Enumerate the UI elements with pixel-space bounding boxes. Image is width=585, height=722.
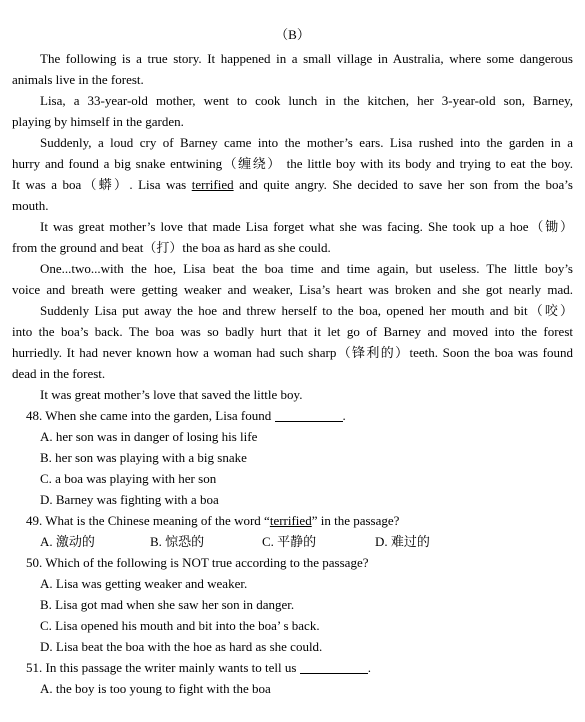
passage-line (12, 174, 573, 195)
passage-line: Lisa, a 33-year-old mother, went to cook lunch in the kitchen, her 3-year-old son, Barney, (40, 93, 573, 108)
passage-line: mouth. (12, 198, 49, 213)
question-49-stem (26, 510, 573, 531)
passage-line: One...two...with the hoe, Lisa beat the boa time and time again, but useless. The little boy’s (40, 261, 573, 276)
passage-line: Suddenly, a loud cry of Barney came into the mother’s ears. Lisa rushed into the garden in a (40, 135, 573, 150)
question-48-option-b: B. her son was playing with a big snake (40, 450, 247, 465)
passage-line: dead in the forest. (12, 366, 106, 381)
passage-line: hurry and found a big snake entwining（缠绕） the little boy with its body and trying to eat the boy. (12, 156, 573, 171)
question-50-option-d: D. Lisa beat the boa with the hoe as hard as she could. (40, 639, 323, 654)
question-text: 49. What is the Chinese meaning of the word “ (26, 513, 270, 528)
underlined-word: terrified (269, 513, 312, 528)
question-50-option-a: A. Lisa was getting weaker and weaker. (40, 576, 248, 591)
passage-line: from the ground and beat（打）the boa as hard as she could. (12, 240, 331, 255)
question-51-option-a: A. the boy is too young to fight with the boa (40, 681, 271, 696)
question-51-stem (26, 657, 573, 678)
passage-line: animals live in the forest. (12, 72, 144, 87)
passage-line: hurriedly. It had never known how a woman had such sharp（锋利的）teeth. Soon the boa was found (12, 345, 573, 360)
question-50-option-c: C. Lisa opened his mouth and bit into the boa’ s back. (40, 618, 320, 633)
underlined-word: terrified (191, 177, 234, 192)
question-49-option-a: A. 激动的 (40, 534, 95, 549)
passage-text: and quite angry. She decided to save her son from the boa’s (233, 177, 573, 192)
question-50-stem: 50. Which of the following is NOT true according to the passage? (26, 555, 369, 570)
passage-line: into the boa’s back. The boa was so badly hurt that it let go of Barney and moved into the forest (12, 324, 573, 339)
answer-blank (275, 407, 343, 422)
question-49-option-d: D. 难过的 (375, 534, 430, 549)
question-48-stem (26, 405, 573, 426)
question-49-option-b: B. 惊恐的 (150, 534, 205, 549)
passage-line: voice and breath were getting weaker and weaker, Lisa’s heart was broken and she got nearly mad. (12, 282, 573, 297)
question-48-option-c: C. a boa was playing with her son (40, 471, 217, 486)
passage-line: It was great mother’s love that made Lisa forget what she was facing. She took up a hoe（锄） (40, 219, 573, 234)
question-48-option-d: D. Barney was fighting with a boa (40, 492, 219, 507)
passage-line: playing by himself in the garden. (12, 114, 184, 129)
passage-line: It was great mother’s love that saved the little boy. (40, 387, 303, 402)
question-text: . (367, 660, 371, 675)
question-50-option-b: B. Lisa got mad when she saw her son in danger. (40, 597, 295, 612)
question-text: . (342, 408, 346, 423)
passage-line: The following is a true story. It happened in a small village in Australia, where some dangerous (40, 51, 573, 66)
answer-blank (300, 659, 368, 674)
passage-line: Suddenly Lisa put away the hoe and threw herself to the boa, opened her mouth and bit（咬） (40, 303, 573, 318)
section-title: （B） (275, 27, 310, 42)
question-text: 48. When she came into the garden, Lisa found (26, 408, 272, 423)
question-49-option-c: C. 平静的 (262, 534, 317, 549)
question-48-option-a: A. her son was in danger of losing his life (40, 429, 258, 444)
question-text: ” in the passage? (311, 513, 400, 528)
question-text: 51. In this passage the writer mainly wants to tell us (26, 660, 297, 675)
passage-text: It was a boa（蟒）. Lisa was (12, 177, 192, 192)
